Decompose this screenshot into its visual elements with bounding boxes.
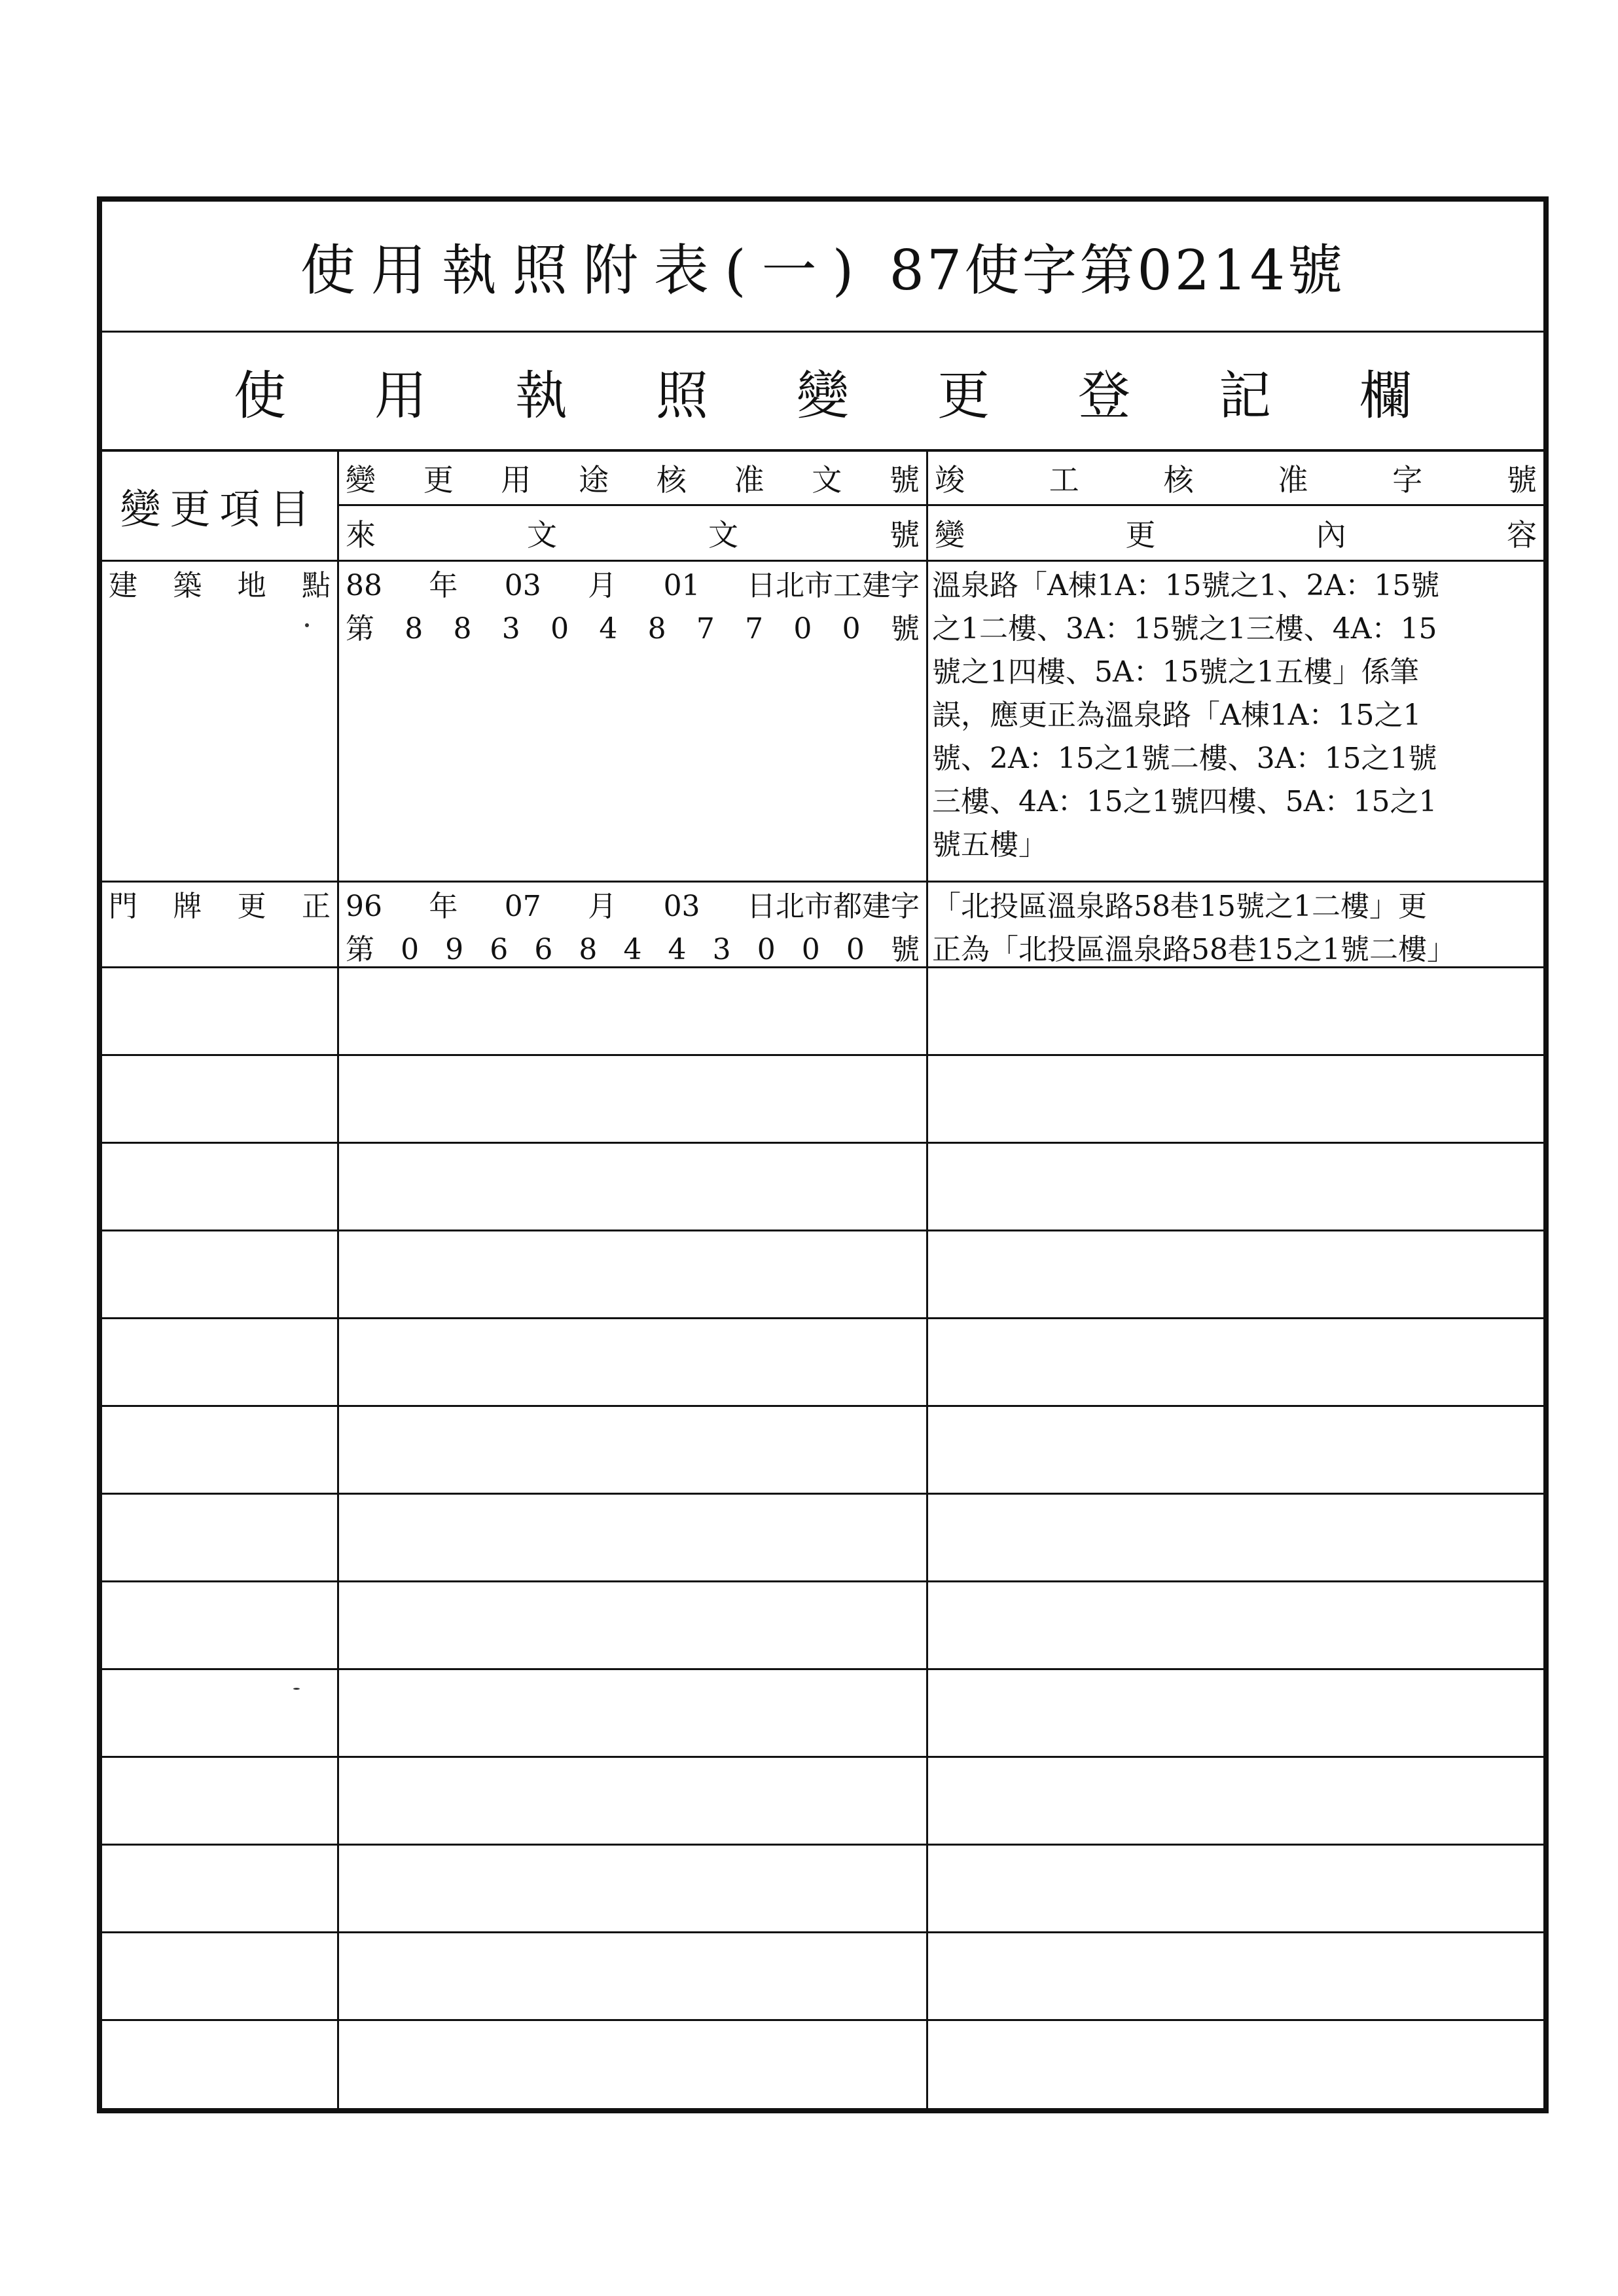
header-incoming-doc-no-text-char: 來 — [346, 517, 376, 553]
header-completion-no-text-char: 字 — [1392, 462, 1423, 498]
header-change-content-text-char: 變 — [935, 517, 965, 553]
empty-row — [102, 1056, 1543, 1144]
section-heading-chars-char: 記 — [1219, 365, 1271, 426]
empty-cell — [339, 1407, 928, 1493]
header-incoming-doc-no-text-char: 文 — [527, 517, 557, 553]
change-item-label — [102, 883, 337, 928]
empty-cell — [339, 1231, 928, 1317]
empty-cell — [102, 1582, 339, 1668]
doc-number-text-char: 號 — [890, 612, 920, 646]
doc-number-text-char: 0 — [801, 933, 820, 966]
doc-date-text-char: 03 — [504, 569, 541, 602]
empty-row — [102, 1846, 1543, 1933]
form-title — [102, 202, 1543, 333]
empty-cell — [928, 1495, 1543, 1580]
doc-number-text — [346, 928, 920, 966]
change-item-text-char: 正 — [301, 890, 331, 923]
doc-date-text-char: 月 — [588, 890, 617, 923]
doc-number-text-char: 4 — [668, 933, 687, 966]
doc-number-text-char: 6 — [534, 933, 553, 966]
header-completion-no-text — [935, 456, 1537, 500]
doc-number-cell — [339, 562, 928, 881]
doc-number-text-char: 第 — [346, 612, 374, 646]
doc-number-text-char: 8 — [579, 933, 598, 966]
doc-number-text-char: 0 — [550, 612, 569, 646]
permit-number: 87使字第0214號 — [889, 238, 1346, 302]
doc-number-text-char: 6 — [490, 933, 509, 966]
doc-date-line — [339, 883, 926, 928]
doc-date-text-char: 月 — [588, 569, 617, 602]
doc-number-text-char: 第 — [346, 933, 374, 966]
doc-date-text-char: 日北市工建字 — [746, 569, 920, 602]
change-item-label — [102, 562, 337, 608]
header-completion-no-text-char: 准 — [1278, 462, 1308, 498]
empty-cell — [102, 1144, 339, 1230]
column-header-changes — [928, 452, 1543, 560]
doc-number-text-char: 0 — [401, 933, 420, 966]
scan-speck — [293, 1688, 300, 1690]
header-approval-doc-no-text-char: 途 — [579, 462, 609, 498]
header-change-content-text — [935, 511, 1537, 555]
doc-number-text-char: 7 — [745, 612, 764, 646]
doc-number-text — [346, 608, 920, 651]
section-heading-chars-char: 使 — [234, 365, 286, 426]
header-completion-no-text-char: 竣 — [935, 462, 965, 498]
doc-number-text-char: 0 — [757, 933, 776, 966]
empty-cell — [339, 1056, 928, 1142]
empty-row — [102, 1144, 1543, 1231]
doc-number-text-char: 3 — [712, 933, 731, 966]
change-content-line: 三樓、4A：15之1號四樓、5A：15之1 — [932, 785, 1437, 818]
empty-cell — [339, 1582, 928, 1668]
change-content-line: 號、2A：15之1號二樓、3A：15之1號 — [932, 742, 1437, 775]
empty-cell — [928, 1144, 1543, 1230]
empty-cell — [339, 1144, 928, 1230]
column-header-item: 變更項目 — [102, 452, 339, 560]
header-completion-no-text-char: 號 — [1506, 462, 1537, 498]
header-completion-no-text-char: 工 — [1049, 462, 1079, 498]
header-approval-doc-no-text-char: 文 — [812, 462, 842, 498]
empty-row — [102, 968, 1543, 1056]
doc-date-text-char: 年 — [429, 569, 458, 602]
doc-date-text-char: 88 — [346, 569, 382, 602]
empty-cell — [339, 1319, 928, 1405]
empty-cell — [928, 1407, 1543, 1493]
empty-cell — [102, 1319, 339, 1405]
empty-cell — [339, 2021, 928, 2109]
empty-row — [102, 1231, 1543, 1319]
section-heading-chars-char: 登 — [1078, 365, 1130, 426]
section-heading — [102, 333, 1543, 452]
empty-row — [102, 1495, 1543, 1582]
doc-number-text-char: 3 — [501, 612, 520, 646]
header-incoming-doc-no-text — [346, 511, 920, 555]
doc-date-text-char: 96 — [346, 890, 382, 923]
change-item-text — [109, 564, 331, 608]
doc-number-text-char: 號 — [890, 933, 920, 966]
empty-cell — [928, 1758, 1543, 1844]
header-approval-doc-no-text-char: 變 — [346, 462, 376, 498]
change-content-cell — [928, 562, 1543, 881]
doc-number-text-char: 8 — [647, 612, 666, 646]
change-item-text-char: 地 — [237, 569, 266, 602]
change-content-line: 誤，應更正為溫泉路「A棟1A：15之1 — [932, 699, 1422, 732]
empty-row — [102, 1670, 1543, 1758]
section-heading-chars-char: 更 — [937, 365, 990, 426]
change-content-line: 溫泉路「A棟1A：15號之1、2A：15號 — [932, 569, 1440, 602]
header-change-content — [928, 506, 1543, 560]
doc-date-text-char: 年 — [429, 890, 458, 923]
section-heading-chars-char: 執 — [515, 365, 567, 426]
empty-cell — [102, 1495, 339, 1580]
header-approval-doc-no-text-char: 用 — [501, 462, 531, 498]
header-completion-no — [928, 452, 1543, 506]
form-title-main: 使用執照附表(一) — [300, 238, 870, 302]
empty-cell — [928, 2021, 1543, 2109]
empty-cell — [339, 968, 928, 1054]
header-completion-no-text-char: 核 — [1163, 462, 1194, 498]
header-incoming-doc-no-text-char: 號 — [890, 517, 920, 553]
change-content-cell — [928, 883, 1543, 966]
change-item-text-char: 牌 — [173, 890, 202, 923]
empty-cell — [102, 2021, 339, 2109]
header-change-content-text-char: 容 — [1506, 517, 1537, 553]
empty-row — [102, 1319, 1543, 1407]
header-incoming-doc-no-text-char: 文 — [708, 517, 738, 553]
empty-cell — [339, 1933, 928, 2019]
empty-cell — [928, 1582, 1543, 1668]
change-item-cell — [102, 883, 339, 966]
empty-cell — [339, 1495, 928, 1580]
empty-cell — [102, 1231, 339, 1317]
table-row — [102, 562, 1543, 883]
empty-cell — [102, 1056, 339, 1142]
empty-cell — [339, 1846, 928, 1931]
table-row — [102, 883, 1543, 968]
section-heading-chars-char: 照 — [656, 365, 708, 426]
doc-number-text-char: 8 — [404, 612, 423, 646]
column-header-row — [102, 452, 1543, 562]
change-item-text-char: 門 — [109, 890, 137, 923]
empty-cell — [339, 1758, 928, 1844]
header-change-content-text-char: 內 — [1316, 517, 1346, 553]
change-content-line: 「北投區溫泉路58巷15號之1二樓」更 — [932, 890, 1427, 923]
change-content-line: 號之1四樓、5A：15號之1五樓」係筆 — [932, 655, 1419, 689]
empty-cell — [928, 1846, 1543, 1931]
change-item-text-char: 築 — [173, 569, 202, 602]
doc-number-text-char: 0 — [842, 612, 861, 646]
empty-row — [102, 1933, 1543, 2021]
doc-date-text — [346, 564, 920, 608]
empty-row — [102, 1758, 1543, 1846]
empty-cell — [928, 1933, 1543, 2019]
section-heading-chars-char: 欄 — [1359, 365, 1412, 426]
empty-cell — [928, 1319, 1543, 1405]
change-register-table — [102, 452, 1543, 2108]
doc-date-line — [339, 562, 926, 608]
doc-number-line — [339, 608, 926, 651]
change-item-text-char: 點 — [301, 569, 331, 602]
doc-number-text-char: 0 — [846, 933, 865, 966]
empty-cell — [928, 1056, 1543, 1142]
doc-number-text-char: 8 — [453, 612, 472, 646]
empty-cell — [102, 1670, 339, 1756]
change-item-cell — [102, 562, 339, 881]
header-approval-doc-no-text-char: 核 — [656, 462, 687, 498]
change-item-text — [109, 885, 331, 928]
empty-cell — [928, 1231, 1543, 1317]
empty-cell — [102, 1758, 339, 1844]
doc-number-text-char: 0 — [793, 612, 812, 646]
change-item-text-char: 更 — [237, 890, 266, 923]
doc-number-text-char: 4 — [623, 933, 642, 966]
doc-number-cell — [339, 883, 928, 966]
change-content-line: 正為「北投區溫泉路58巷15之1號二樓」 — [932, 933, 1456, 966]
empty-row — [102, 1407, 1543, 1495]
doc-date-text-char: 01 — [663, 569, 700, 602]
form-frame — [97, 196, 1549, 2113]
change-content-line: 之1二樓、3A：15號之1三樓、4A：15 — [932, 612, 1437, 646]
empty-cell — [928, 1670, 1543, 1756]
section-heading-chars-char: 用 — [374, 365, 427, 426]
section-heading-text — [234, 354, 1412, 429]
change-item-text-char: 建 — [109, 569, 137, 602]
section-heading-chars-char: 變 — [797, 365, 849, 426]
header-incoming-doc-no — [339, 506, 926, 560]
empty-cell — [102, 1407, 339, 1493]
doc-date-text-char: 日北市都建字 — [746, 890, 920, 923]
empty-cell — [102, 968, 339, 1054]
header-approval-doc-no-text — [346, 456, 920, 500]
header-approval-doc-no-text-char: 更 — [423, 462, 454, 498]
empty-row — [102, 2021, 1543, 2109]
doc-date-text-char: 03 — [663, 890, 700, 923]
empty-cell — [102, 1933, 339, 2019]
empty-cell — [102, 1846, 339, 1931]
doc-number-line — [339, 928, 926, 966]
header-approval-doc-no — [339, 452, 926, 506]
scan-speck — [305, 623, 309, 627]
doc-number-text-char: 9 — [445, 933, 464, 966]
doc-number-text-char: 4 — [599, 612, 618, 646]
empty-cell — [928, 968, 1543, 1054]
column-header-docs — [339, 452, 928, 560]
doc-date-text-char: 07 — [504, 890, 541, 923]
header-change-content-text-char: 更 — [1125, 517, 1156, 553]
doc-number-text-char: 7 — [696, 612, 715, 646]
change-content-line: 號五樓」 — [932, 828, 1047, 862]
header-approval-doc-no-text-char: 准 — [734, 462, 764, 498]
section-heading-chars — [234, 354, 1412, 429]
empty-cell — [339, 1670, 928, 1756]
doc-date-text — [346, 885, 920, 928]
empty-row — [102, 1582, 1543, 1670]
header-approval-doc-no-text-char: 號 — [889, 462, 920, 498]
